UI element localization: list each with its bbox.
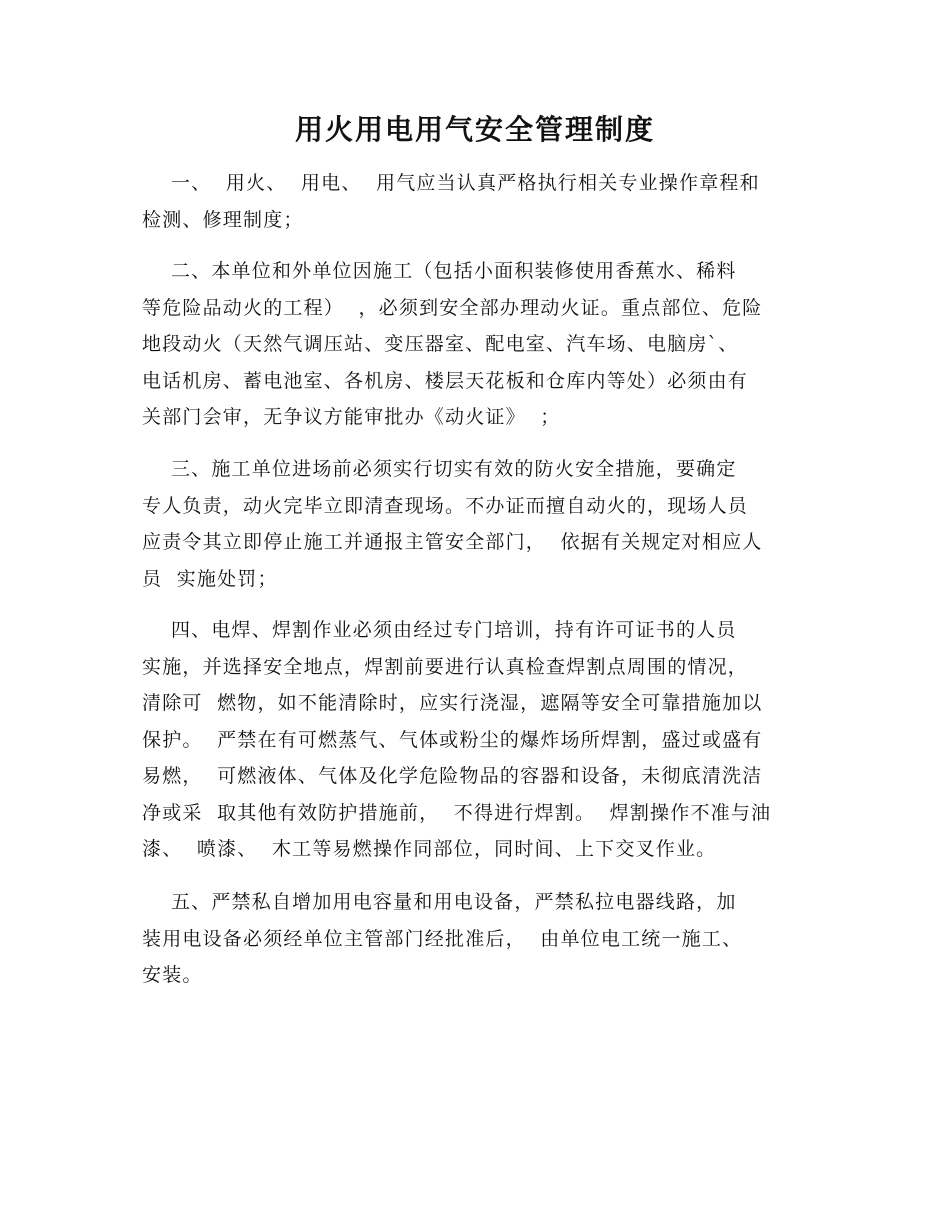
paragraph-line: 地段动火（天然气调压站、变压器室、配电室、汽车场、电脑房`、 <box>142 333 739 355</box>
paragraph-line: 检测、修理制度； <box>142 208 304 231</box>
paragraph-5 <box>142 884 807 994</box>
paragraph-line: 净或采 取其他有效防护措施前， 不得进行焊割。 焊割操作不准与油 <box>142 801 772 824</box>
paragraph-line: 漆、 喷漆、 木工等易燃操作同部位，同时间、上下交叉作业。 <box>142 838 717 860</box>
paragraph-line: 实施，并选择安全地点，焊割前要进行认真检查焊割点周围的情况， <box>142 655 749 678</box>
paragraph-line: 易燃， 可燃液体、气体及化学危险物品的容器和设备，未彻底清洗洁 <box>142 765 763 787</box>
paragraph-line: 保护。 严禁在有可燃蒸气、气体或粉尘的爆炸场所焊割，盛过或盛有 <box>142 728 763 751</box>
paragraph-4 <box>142 612 807 868</box>
paragraph-line: 电话机房、蓄电池室、各机房、楼层天花板和仓库内等处）必须由有 <box>142 369 749 392</box>
paragraph-line: 员 实施处罚； <box>142 567 278 590</box>
paragraph-line: 应责令其立即停止施工并通报主管安全部门， 依据有关规定对相应人 <box>142 531 763 553</box>
paragraph-3 <box>142 451 807 597</box>
paragraph-line: 五、严禁私自增加用电容量和用电设备，严禁私拉电器线路，加 <box>142 891 737 913</box>
paragraph-line: 专人负责，动火完毕立即清查现场。不办证而擅自动火的，现场人员 <box>142 494 749 517</box>
paragraph-line: 二、本单位和外单位因施工（包括小面积装修使用香蕉水、稀料 <box>142 260 737 282</box>
paragraph-line: 清除可 燃物，如不能清除时，应实行浇湿，遮隔等安全可靠措施加以 <box>142 692 763 714</box>
paragraph-line: 关部门会审，无争议方能审批办《动火证》 ； <box>142 406 561 428</box>
paragraph-1 <box>142 165 807 238</box>
document-title: 用火用电用气安全管理制度 <box>294 113 655 146</box>
paragraph-line: 装用电设备必须经单位主管部门经批准后， 由单位电工统一施工、 <box>142 927 743 950</box>
paragraph-line: 一、 用火、 用电、 用气应当认真严格执行相关专业操作章程和 <box>142 172 760 194</box>
paragraph-2 <box>142 253 807 436</box>
paragraph-line: 三、施工单位进场前必须实行切实有效的防火安全措施，要确定 <box>142 458 737 480</box>
paragraph-line: 等危险品动火的工程） ，必须到安全部办理动火证。重点部位、危险 <box>142 296 763 319</box>
paragraph-line: 四、电焊、焊割作业必须由经过专门培训，持有许可证书的人员 <box>142 619 737 641</box>
paragraph-line: 安装。 <box>142 964 203 986</box>
